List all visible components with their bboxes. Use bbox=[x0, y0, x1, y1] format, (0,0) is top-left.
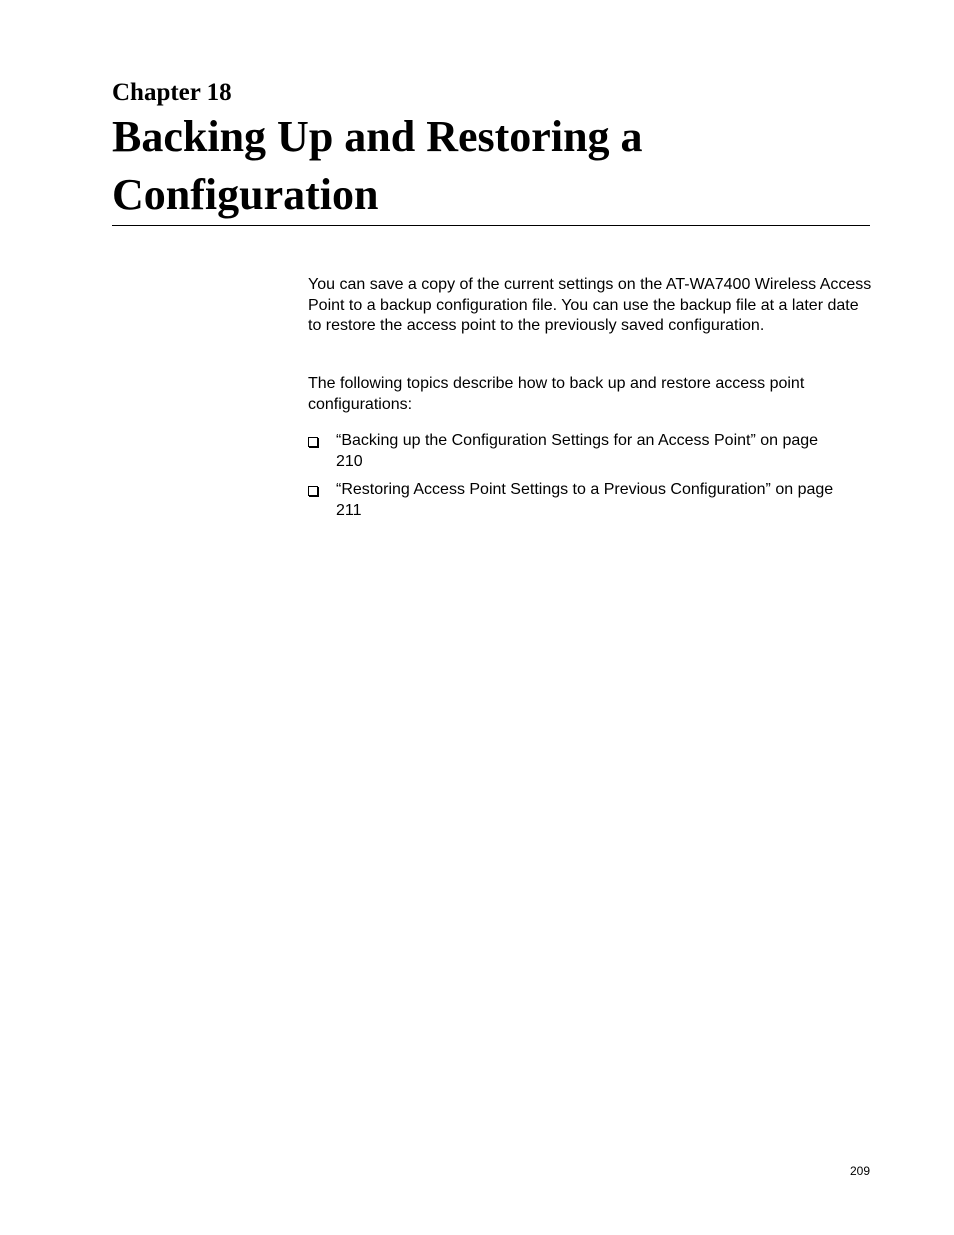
checkbox-bullet-icon bbox=[308, 486, 318, 496]
page-number: 209 bbox=[849, 1164, 870, 1178]
chapter-label: Chapter 18 bbox=[112, 79, 232, 106]
checkbox-bullet-icon bbox=[308, 437, 318, 447]
title-divider bbox=[112, 225, 870, 226]
topic-link-backing-up[interactable] bbox=[308, 431, 836, 472]
chapter-title: Backing Up and Restoring a Configuration bbox=[112, 112, 643, 219]
topic-list bbox=[308, 431, 873, 529]
intro-paragraph: You can save a copy of the current settings on the AT-WA7400 Wireless Access Point to a backup configuration file. You can use the backup file at a later date to restore the access point to the previously saved configuration. bbox=[308, 276, 872, 334]
topic-text: “Restoring Access Point Settings to a Previous Configuration” on page 211 bbox=[336, 481, 834, 519]
topic-text: “Backing up the Configuration Settings for an Access Point” on page 210 bbox=[336, 432, 819, 470]
topics-intro-paragraph: The following topics describe how to back up and restore access point configurations: bbox=[308, 375, 805, 413]
topic-link-restoring[interactable] bbox=[308, 480, 836, 521]
